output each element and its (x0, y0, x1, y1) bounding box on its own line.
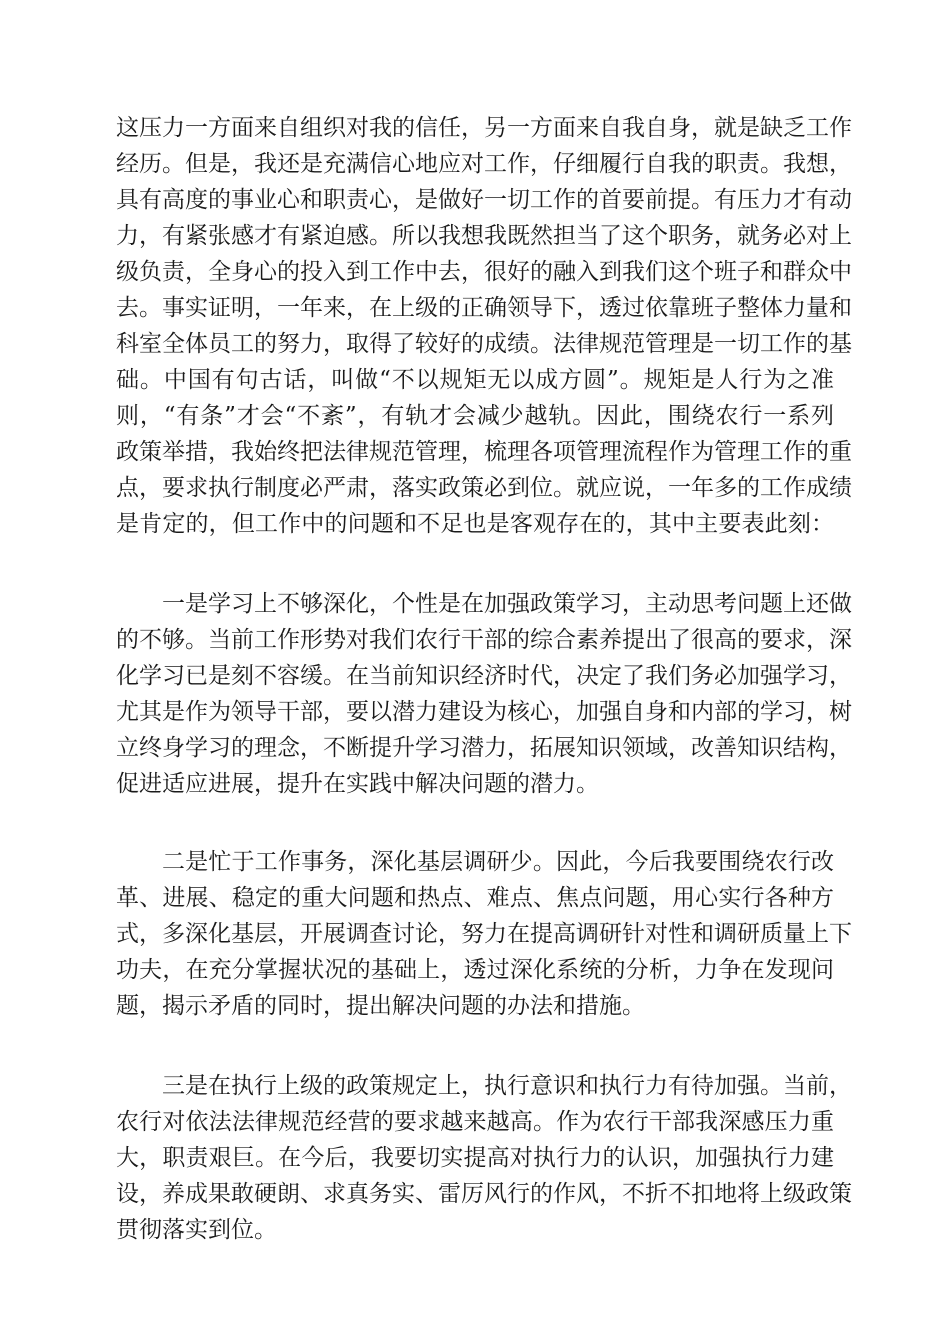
paragraph-1-line-10: 政策举措，我始终把法律规范管理，梳理各项管理流程作为管理工作的重 (116, 439, 852, 465)
paragraph-4-line-2: 农行对依法法律规范经营的要求越来越高。作为农行干部我深感压力重 (116, 1109, 834, 1135)
paragraph-2-line-3: 化学习已是刻不容缓。在当前知识经济时代，决定了我们务必加强学习， (116, 663, 852, 689)
paragraph-2-line-5: 立终身学习的理念，不断提升学习潜力，拓展知识领域，改善知识结构， (116, 735, 852, 761)
paragraph-1-line-2: 经历。但是，我还是充满信心地应对工作，仔细履行自我的职责。我想， (116, 151, 852, 177)
paragraph-4-line-1: 三是在执行上级的政策规定上，执行意识和执行力有待加强。当前， (162, 1073, 852, 1099)
paragraph-4-line-5: 贯彻落实到位。 (116, 1217, 277, 1243)
paragraph-2-line-2: 的不够。当前工作形势对我们农行干部的综合素养提出了很高的要求，深 (116, 627, 852, 653)
paragraph-2-line-4: 尤其是作为领导干部，要以潜力建设为核心，加强自身和内部的学习，树 (116, 699, 852, 725)
paragraph-1-line-6: 去。事实证明，一年来，在上级的正确领导下，透过依靠班子整体力量和 (116, 295, 852, 321)
paragraph-2-line-1: 一是学习上不够深化，个性是在加强政策学习，主动思考问题上还做 (162, 591, 852, 617)
paragraph-3-line-2: 革、进展、稳定的重大问题和热点、难点、焦点问题，用心实行各种方 (116, 885, 834, 911)
paragraph-1-line-8: 础。中国有句古话，叫做“不以规矩无以成方圆”。规矩是人行为之准 (116, 367, 834, 393)
paragraph-1-line-4: 力，有紧张感才有紧迫感。所以我想我既然担当了这个职务，就务必对上 (116, 223, 852, 249)
paragraph-4-line-4: 设，养成果敢硬朗、求真务实、雷厉风行的作风，不折不扣地将上级政策 (116, 1181, 852, 1207)
paragraph-3-line-4: 功夫，在充分掌握状况的基础上，透过深化系统的分析，力争在发现问 (116, 957, 834, 983)
paragraph-1-line-11: 点，要求执行制度必严肃，落实政策必到位。就应说，一年多的工作成绩 (116, 475, 852, 501)
paragraph-3-line-1: 二是忙于工作事务，深化基层调研少。因此，今后我要围绕农行改 (162, 849, 834, 875)
paragraph-3-line-3: 式，多深化基层，开展调查讨论，努力在提高调研针对性和调研质量上下 (116, 921, 852, 947)
paragraph-1-line-12: 是肯定的，但工作中的问题和不足也是客观存在的，其中主要表此刻： (116, 511, 834, 537)
paragraph-3-line-5: 题，揭示矛盾的同时，提出解决问题的办法和措施。 (116, 993, 645, 1019)
paragraph-1-line-7: 科室全体员工的努力，取得了较好的成绩。法律规范管理是一切工作的基 (116, 331, 852, 357)
paragraph-1-line-9: 则，“有条”才会“不紊”，有轨才会减少越轨。因此，围绕农行一系列 (116, 403, 834, 429)
paragraph-4-line-3: 大，职责艰巨。在今后，我要切实提高对执行力的认识，加强执行力建 (116, 1145, 834, 1171)
paragraph-1-line-1: 这压力一方面来自组织对我的信任，另一方面来自我自身，就是缺乏工作 (116, 115, 852, 141)
paragraph-2-line-6: 促进适应进展，提升在实践中解决问题的潜力。 (116, 771, 599, 797)
paragraph-1-line-3: 具有高度的事业心和职责心，是做好一切工作的首要前提。有压力才有动 (116, 187, 852, 213)
paragraph-1-line-5: 级负责，全身心的投入到工作中去，很好的融入到我们这个班子和群众中 (116, 259, 852, 285)
